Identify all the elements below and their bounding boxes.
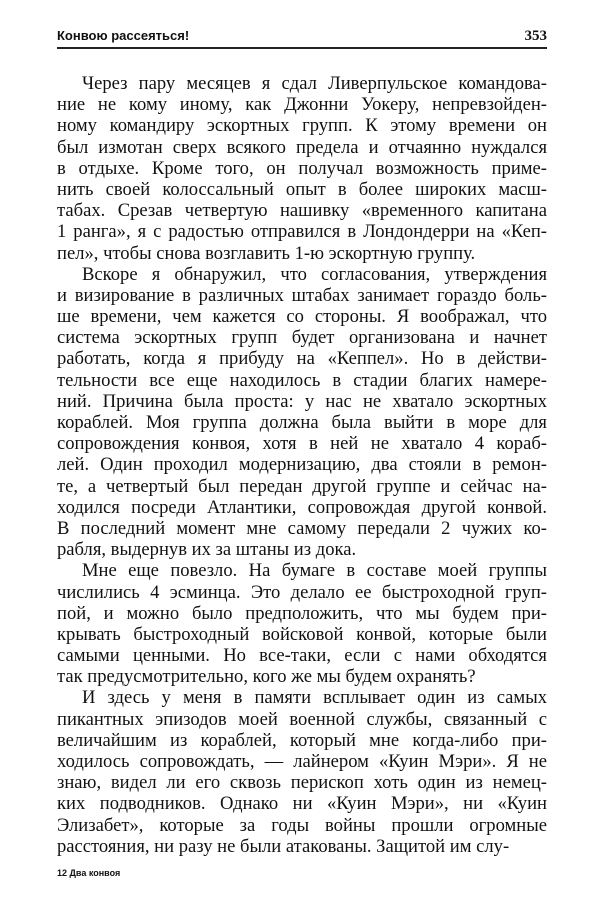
text-line: 1 ранга», я с радостью отправился в Лондондерри на «Кеп- <box>57 221 547 243</box>
text-line: рабля, выдернув их за штаны из дока. <box>57 539 357 561</box>
text-line: Вскоре я обнаружил, что согласования, утверждения <box>82 263 547 285</box>
running-title: Конвою рассеяться! <box>57 28 190 43</box>
running-header <box>57 26 547 46</box>
signature-mark: 12 Два конвоя <box>57 868 121 878</box>
text-line: крывать быстроходный войсковой конвой, которые были <box>57 623 547 645</box>
text-line: ше времени, чем кажется со стороны. Я воображал, что <box>57 306 547 328</box>
paragraph <box>57 264 547 561</box>
text-line: и визирование в различных штабах занимает гораздо боль- <box>57 284 547 306</box>
text-line: Элизабет», которые за годы войны прошли огромные <box>57 814 547 836</box>
page-body-text <box>57 73 547 857</box>
text-line: система эскортных групп будет организована и начнет <box>57 327 547 349</box>
text-line: числились 4 эсминца. Это делало ее быстроходной груп- <box>57 581 547 603</box>
text-line: работать, когда я прибуду на «Кеппел». Но в действи- <box>57 348 547 370</box>
text-line: так предусмотрительно, кого же мы будем охранять? <box>57 666 476 688</box>
page-number: 353 <box>524 28 547 44</box>
text-line: ному командиру эскортных групп. К этому времени он <box>57 115 547 137</box>
text-line: самыми ценными. Но все-таки, если с нами обходятся <box>57 645 547 667</box>
text-line: Через пару месяцев я сдал Ливерпульское командова- <box>82 73 547 94</box>
paragraph <box>57 73 547 264</box>
text-line: ходился посреди Атлантики, сопровождая другой конвой. <box>57 496 547 518</box>
text-line: ких подводников. Однако ни «Куин Мэри», ни «Куин <box>57 793 547 815</box>
text-line: ходилось сопровождать, — лайнером «Куин Мэри». Я не <box>57 751 547 772</box>
text-line: пой, и можно было предположить, что мы будем при- <box>57 602 547 624</box>
text-line: табах. Срезав четвертую нашивку «временного капитана <box>57 200 547 222</box>
text-line: кораблей. Моя группа должна была выйти в море для <box>57 412 547 433</box>
text-line: Мне еще повезло. На бумаге в составе моей группы <box>82 560 547 582</box>
text-line: пикантных эпизодов моей военной службы, связанный с <box>57 708 547 730</box>
text-line: в отдыхе. Кроме того, он получал возможность приме- <box>57 157 547 179</box>
text-line: И здесь у меня в памяти всплывает один из самых <box>82 687 547 709</box>
text-line: пел», чтобы снова возглавить 1-ю эскортную группу. <box>57 242 476 264</box>
header-rule <box>57 47 547 49</box>
text-line: те, а четвертый был передан другой группе и сейчас на- <box>57 475 547 497</box>
paragraph <box>57 687 547 857</box>
text-line: величайшим из кораблей, который мне когда-либо при- <box>57 729 547 751</box>
text-line: был измотан сверх всякого предела и отчаянно нуждался <box>57 136 547 158</box>
text-line: тельности все еще находилось в стадии благих намере- <box>57 369 547 391</box>
text-line: сопровождения конвоя, хотя в ней не хватало 4 кораб- <box>57 433 547 455</box>
text-line: лей. Один проходил модернизацию, два стояли в ремон- <box>57 454 547 476</box>
text-line: В последний момент мне самому передали 2 чужих ко- <box>57 517 547 539</box>
text-line: ние не кому иному, как Джонни Уокеру, непревзойден- <box>57 94 547 116</box>
text-line: знаю, видел ли его сквозь перископ хоть один из немец- <box>57 772 547 794</box>
text-line: расстояния, ни разу не были атакованы. Защитой им слу- <box>57 835 510 857</box>
paragraph <box>57 560 547 687</box>
text-line: нить своей колоссальный опыт в более широких масш- <box>57 178 547 200</box>
text-line: ний. Причина была проста: у нас не хватало эскортных <box>57 390 547 412</box>
